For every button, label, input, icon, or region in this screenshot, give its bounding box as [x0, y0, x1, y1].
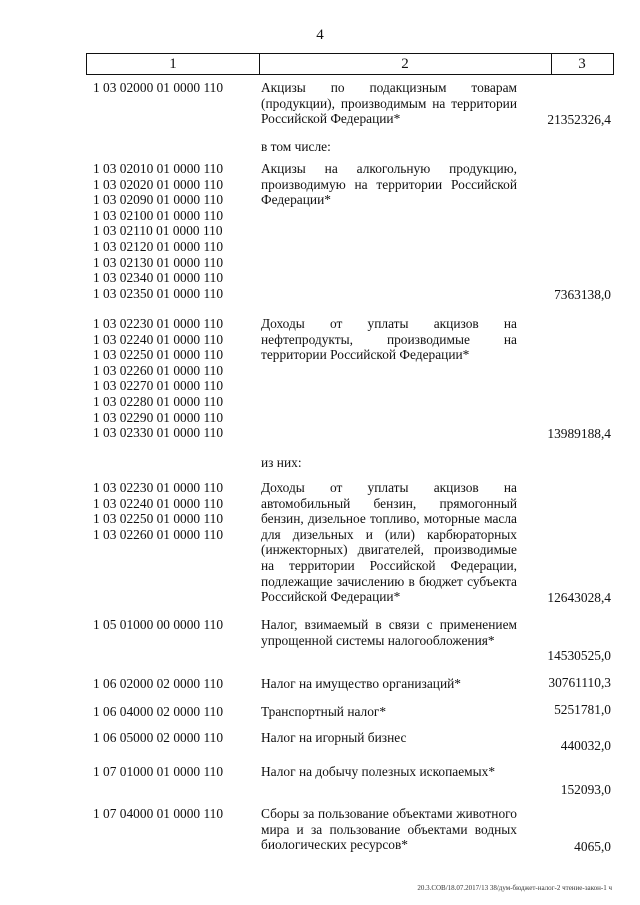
amount: 21352326,4: [547, 112, 611, 127]
table-header: [86, 53, 614, 75]
subheading-note: из них:: [261, 455, 302, 470]
document-footer: 20.3.СОВ/18.07.2017/13 38/дум-бюджет-налог-2 чтение-закон-1 ч: [417, 884, 612, 892]
budget-code: 1 06 05000 02 0000 110: [93, 730, 224, 745]
revenue-description: Налог на игорный бизнес: [261, 730, 407, 745]
budget-code: 1 06 02000 02 0000 110: [93, 676, 224, 691]
budget-code: 1 03 02230 01 0000 110 1 03 02240 01 0000 110 1 03 02250 01 0000 110 1 03 02260 01 0000 110: [93, 480, 224, 542]
amount: 440032,0: [560, 738, 611, 753]
header-column-3: 3: [578, 56, 586, 72]
revenue-description: Доходы от уплаты акцизов на нефтепродукты, производимые на территории Российской Федерации*: [261, 316, 517, 363]
page-number: 4: [316, 27, 324, 43]
amount: 7363138,0: [554, 287, 611, 302]
header-column-2: 2: [259, 54, 552, 74]
amount: 4065,0: [574, 839, 611, 854]
budget-code: 1 05 01000 00 0000 110: [93, 617, 224, 632]
budget-code: 1 03 02010 01 0000 110 1 03 02020 01 0000 110 1 03 02090 01 0000 110 1 03 02100 01 0000 110 1 03 02110 01 0000 110 1 03 02120 01 0000 110 1 03 02130 01 0000 110 1 03 02340 01 0000 110 1 03 02350 01 0000 110: [93, 161, 224, 301]
revenue-description: Налог, взимаемый в связи с применением упрощенной системы налогообложения*: [261, 617, 517, 648]
subheading-note: в том числе:: [261, 139, 331, 154]
revenue-description: Налог на добычу полезных ископаемых*: [261, 764, 496, 779]
amount: 12643028,4: [547, 590, 611, 605]
budget-code: 1 07 01000 01 0000 110: [93, 764, 224, 779]
budget-code: 1 07 04000 01 0000 110: [93, 806, 224, 821]
revenue-description: Налог на имущество организаций*: [261, 676, 461, 691]
amount: 152093,0: [560, 782, 611, 797]
revenue-description: Доходы от уплаты акцизов на автомобильный бензин, прямогонный бензин, дизельное топливо, моторные масла для дизельных и (или) карбюраторных (инжекторных) двигателей, производимые на территории Российской Федерации, подлежащие зачислению в бюджет субъекта Российской Федерации*: [261, 480, 517, 605]
amount: 13989188,4: [547, 426, 611, 441]
amount: 30761110,3: [548, 675, 611, 690]
revenue-description: Акцизы по подакцизным товарам (продукции), производимым на территории Российской Федерации*: [261, 80, 517, 127]
amount: 14530525,0: [547, 648, 611, 663]
revenue-description: Акцизы на алкогольную продукцию, производимую на территории Российской Федерации*: [261, 161, 517, 208]
revenue-description: Транспортный налог*: [261, 704, 387, 719]
header-column-1: 1: [87, 54, 260, 74]
budget-code: 1 03 02000 01 0000 110: [93, 80, 224, 95]
budget-code: 1 06 04000 02 0000 110: [93, 704, 224, 719]
amount: 5251781,0: [554, 702, 611, 717]
revenue-description: Сборы за пользование объектами животного мира и за пользование объектами водных биологических ресурсов*: [261, 806, 517, 853]
budget-code: 1 03 02230 01 0000 110 1 03 02240 01 0000 110 1 03 02250 01 0000 110 1 03 02260 01 0000 110 1 03 02270 01 0000 110 1 03 02280 01 0000 110 1 03 02290 01 0000 110 1 03 02330 01 0000 110: [93, 316, 224, 441]
